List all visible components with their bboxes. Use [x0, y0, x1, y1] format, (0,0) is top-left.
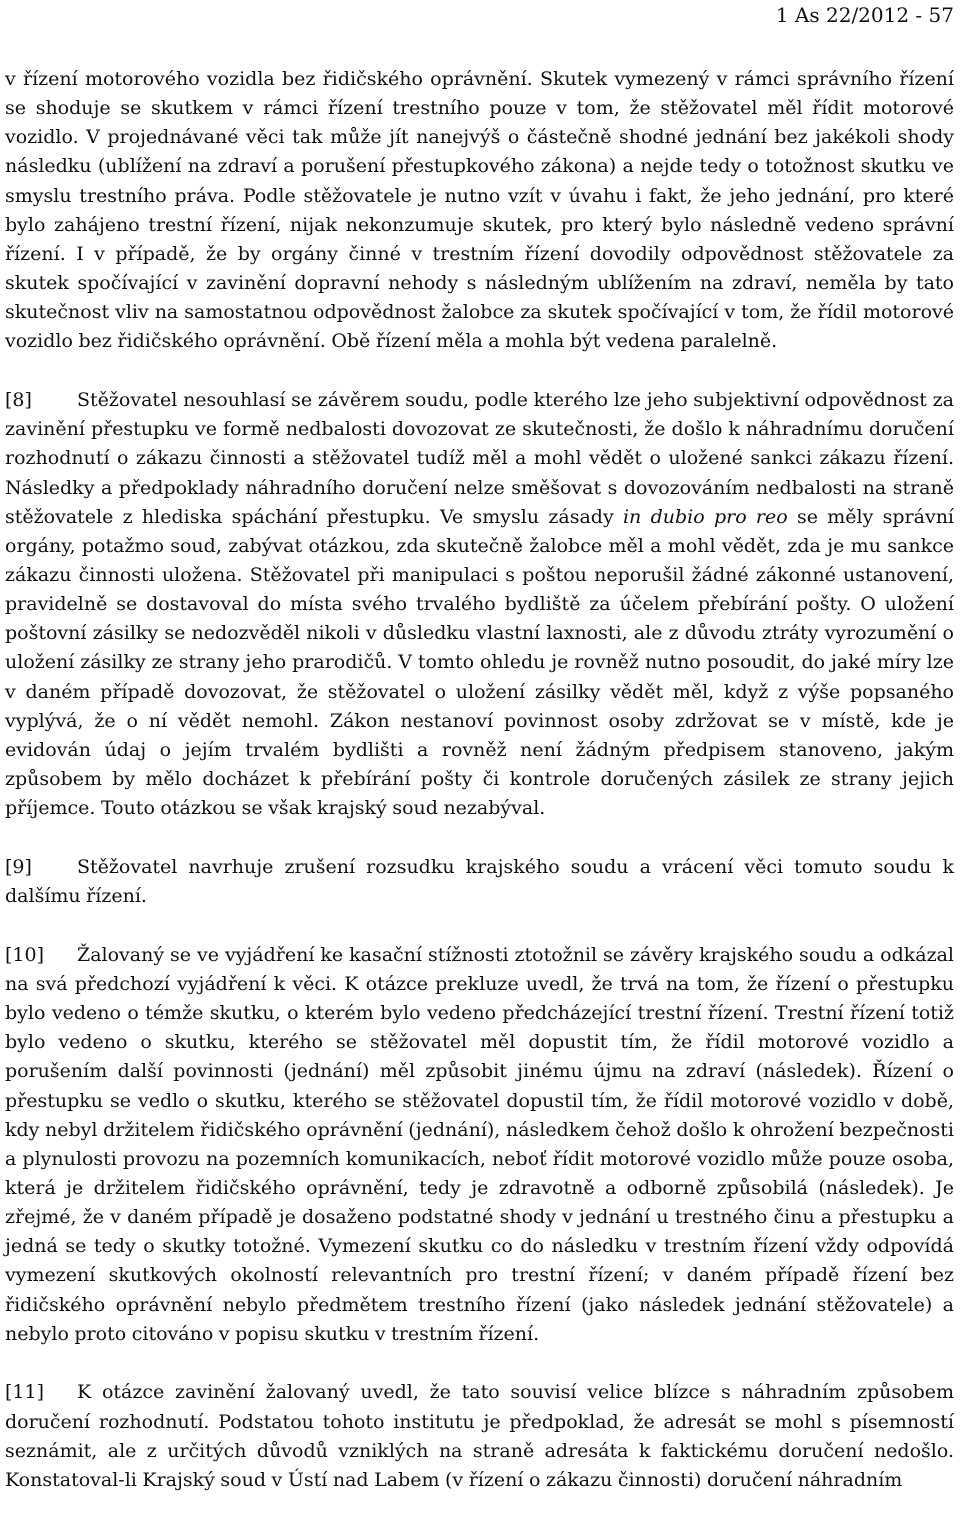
paragraph-11: [5, 1378, 954, 1495]
paragraph-number: [10]: [5, 943, 45, 966]
paragraph-italic-phrase: in dubio pro reo: [622, 505, 788, 528]
paragraph-text: Žalovaný se ve vyjádření ke kasační stížnosti ztotožnil se závěry krajského soudu a odkázal na svá předchozí vyjádření k věci. K otázce prekluze uvedl, že trvá na tom, že řízení o přestupku bylo vedeno o témže skutku, o kterém bylo vedeno předcházející trestní řízení. Trestní řízení totiž bylo vedeno o skutku, kterého se stěžovatel měl dopustit tím, že řídil motorové vozidlo a porušením další povinnosti (jednání) měl způsobit jinému újmu na zdraví (následek). Řízení o přestupku se vedlo o skutku, kterého se stěžovatel dopustil tím, že řídil motorové vozidlo v době, kdy nebyl držitelem řidičského oprávnění (jednání), následkem čehož došlo k ohrožení bezpečnosti a plynulosti provozu na pozemních komunikacích, neboť řídit motorové vozidlo může pouze osoba, která je držitelem řidičského oprávnění, tedy je zdravotně a odborně způsobilá (následek). Je zřejmé, že v daném případě je dosaženo podstatné shody v jednání u trestného činu a přestupku a jedná se tedy o skutky totožné. Vymezení skutku co do následku v trestním řízení vždy odpovídá vymezení skutkových okolností relevantních pro trestní řízení; v daném případě řízení bez řidičského oprávnění nebylo předmětem trestního řízení (jako následek jednání stěžovatele) a nebylo proto citováno v popisu skutku v trestním řízení.: [5, 943, 954, 1345]
paragraph-text-continued: se měly správní orgány, potažmo soud, zabývat otázkou, zda skutečně žalobce měl a mohl vědět, zda je mu sankce zákazu činnosti uložena. Stěžovatel při manipulaci s poštou neporušil žádné zákonné ustanovení, pravidelně se dostavoval do místa svého trvalého bydliště za účelem přebírání pošty. O uložení poštovní zásilky se nedozvěděl nikoli v důsledku vlastní laxnosti, ale z důvodu ztráty vyrozumění o uložení zásilky ze strany jeho prarodičů. V tomto ohledu je rovněž nutno posoudit, do jaké míry lze v daném případě dovozovat, že stěžovatel o uložení zásilky vědět měl, když z výše popsaného vyplývá, že o ní vědět nemohl. Zákon nestanoví povinnost osoby zdržovat se v místě, kde je evidován údaj o jejím trvalém bydlišti a rovněž není žádným předpisem stanoveno, jakým způsobem by mělo docházet k přebírání pošty či kontrole doručených zásilek ze strany jejich příjemce. Touto otázkou se však krajský soud nezabýval.: [5, 505, 955, 820]
page-header-reference: 1 As 22/2012 - 57: [775, 3, 954, 27]
paragraph-number: [9]: [5, 855, 32, 878]
paragraph-text: Stěžovatel nesouhlasí se závěrem soudu, podle kterého lze jeho subjektivní odpovědnost za zavinění přestupku ve formě nedbalosti dovozovat ze skutečnosti, že došlo k náhradnímu doručení rozhodnutí o zákazu činnosti a stěžovatel tudíž měl a mohl vědět o uložené sankci zákazu řízení. Následky a předpoklady náhradního doručení nelze směšovat s dovozováním nedbalosti na straně stěžovatele z hlediska spáchání přestupku. Ve smyslu zásady: [5, 389, 954, 528]
paragraph-text: Stěžovatel navrhuje zrušení rozsudku krajského soudu a vrácení věci tomuto soudu k dalšímu řízení.: [5, 855, 954, 908]
paragraph-text: K otázce zavinění žalovaný uvedl, že tato souvisí velice blízce s náhradním způsobem doručení rozhodnutí. Podstatou tohoto institutu je předpoklad, že adresát se mohl s písemností seznámit, ale z určitých důvodů vzniklých na straně adresáta k faktickému doručení nedošlo. Konstatoval-li Krajský soud v Ústí nad Labem (v řízení o zákazu činnosti) doručení náhradním: [5, 1381, 954, 1491]
paragraph-10: [5, 941, 954, 1349]
paragraph-number: [11]: [5, 1381, 45, 1404]
paragraph-number: [8]: [5, 389, 32, 412]
paragraph-9: [5, 853, 954, 911]
document-body: [5, 65, 954, 1495]
paragraph-8: [5, 386, 954, 823]
paragraph-continuation: [5, 65, 954, 357]
paragraph-text: v řízení motorového vozidla bez řidičského oprávnění. Skutek vymezený v rámci správního řízení se shoduje se skutkem v rámci řízení trestního pouze v tom, že stěžovatel měl řídit motorové vozidlo. V projednávané věci tak může jít nanejvýš o částečně shodné jednání bez jakékoli shody následku (ublížení na zdraví a porušení přestupkového zákona) a nejde tedy o totožnost skutku ve smyslu trestního práva. Podle stěžovatele je nutno vzít v úvahu i fakt, že jeho jednání, pro které bylo zahájeno trestní řízení, nijak nekonzumuje skutek, pro který bylo následně vedeno správní řízení. I v případě, že by orgány činné v trestním řízení dovodily odpovědnost stěžovatele za skutek spočívající v zavinění dopravní nehody s následným ublížením na zdraví, neměla by tato skutečnost vliv na samostatnou odpovědnost žalobce za skutek spočívající v tom, že řídil motorové vozidlo bez řidičského oprávnění. Obě řízení měla a mohla být vedena paralelně.: [5, 68, 954, 353]
